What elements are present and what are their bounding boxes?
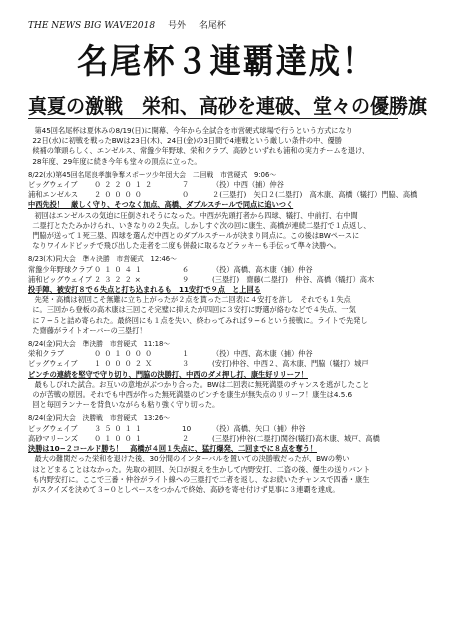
- game-text-line: 門脇が送って１死三塁、四球を選んだ中西とのダブルスチールが決まり同点に。この後はBWペースに: [32, 231, 360, 241]
- team-name: ビッグウェイブ: [28, 359, 78, 369]
- game-meta: 8/22(水)第45回名尾良孝旗争奪スポーツ少年団大会 二回戦 市営硬式 9:06〜: [28, 170, 277, 179]
- game-text-line: に７−５と詰め寄られた。最終回にも１点を失い、終わってみれば９−６という接戦に。ライトで先発し: [32, 315, 368, 325]
- game-caption: ピンチの連続を堅守で守り切り、門脇の決勝打、中西のダメ押し打、康生好リリーフ！: [28, 369, 308, 379]
- inning-scores: ２００００: [94, 190, 145, 200]
- game-text-line: 二塁打とたたみかけられ、いきなりの２失点。しかしすぐ次の回に康生、高橋が連続二塁打で１点返し、: [32, 220, 371, 230]
- score-row: [28, 359, 424, 369]
- game-meta: 8/24(金)同大会 決勝戦 市営硬式 13:26〜: [28, 414, 171, 423]
- game-text-line: も内野安打に。ここで三番・仲谷がライト線への三塁打で二者を返し、なお続いたチャンスで四番・康生: [32, 474, 370, 484]
- inning-scores: ００１０００: [94, 349, 156, 359]
- intro-line: 22日(水)に初戦を戦ったBWは23日(木)、24日(金)の3日間で4連戦という厳しい条件の中、優勝: [32, 136, 342, 146]
- score-row: [28, 265, 424, 275]
- battery-info: （投）中西、高木康（捕）仲谷: [212, 349, 313, 359]
- team-name: 高砂マリーンズ: [28, 433, 78, 443]
- inning-scores: ０２２０１２: [94, 180, 156, 190]
- game-text-line: に。三回から登板の高木康は三回こそ完璧に抑えたが四回に３安打に野選が絡むなどで４失点、一気: [32, 305, 356, 315]
- total-score: 10: [182, 423, 192, 433]
- total-score: ０: [182, 190, 190, 200]
- score-row: [28, 424, 424, 434]
- subheadline: 真夏の激戦 栄和、高砂を連破、堂々の優勝旗: [28, 94, 427, 118]
- hits-info: (三塁打) 齋藤(二塁打) 仲谷、高橋（犠打）高木: [212, 274, 375, 284]
- game-section: [28, 339, 424, 410]
- hits-info: ２(三塁打) 矢口２(二塁打) 高木康、高橋（犠打）門脇、高橋: [212, 190, 418, 200]
- battery-info: （投）高橋、矢口（捕）仲谷: [212, 423, 306, 433]
- game-meta: 8/24(金)同大会 準決勝 市営硬式 11:18〜: [28, 340, 171, 349]
- game-text-line: はとどまることはなかった。先取の初回、矢口が捉えを生かして内野安打、二盗の後、優生の送りバント: [32, 464, 371, 474]
- game-text-line: 先発・高橋は初回こそ無難に立ち上がったが２点を貰った二回表に４安打を許し それでも１失点: [34, 295, 351, 305]
- game-section: [28, 254, 424, 336]
- inning-scores: ３５０１１: [94, 423, 145, 433]
- total-score: ６: [182, 264, 190, 274]
- game-text-line: た齋藤がライトオーバーの三塁打！: [32, 325, 147, 335]
- inning-scores: ０１００１: [94, 433, 145, 443]
- score-row: [28, 190, 424, 200]
- game-text-line: 回と毎回ランナーを背負いながらも粘り強く守り切った。: [32, 400, 220, 410]
- team-name: 常盤少年野球クラブ: [28, 264, 93, 274]
- score-row: [28, 180, 424, 190]
- team-name: 浦和ビッグウェイブ: [28, 274, 92, 284]
- game-text-line: 最もしびれた試合。お互いの意地がぶつかり合った。BWは二回表に無死満塁のチャンスを逃がしたこと: [34, 379, 370, 389]
- issue-label: 号外: [167, 21, 186, 31]
- score-row: [28, 275, 424, 285]
- intro-line: 候補の筆頭らしく、エンゼルス、常盤少年野球、栄和クラブ、高砂といずれも浦和の実力チームを退け、: [32, 146, 370, 156]
- inning-scores: １０００２Ｘ: [94, 359, 156, 369]
- game-text-line: のが苦戦の原因。それでも中西が作った無死満塁のピンチを康生が無失点のリリーフ！康生は4.5.6: [32, 390, 353, 400]
- newsletter-header: [28, 18, 236, 31]
- hits-info: (三塁打)仲谷(二塁打)関谷(犠打)高木康、城戸、高橋: [212, 433, 380, 443]
- publication-name: THE NEWS BIG WAVE2018: [28, 21, 156, 31]
- game-section: [28, 413, 424, 495]
- team-name: 浦和エンゼルス: [28, 190, 79, 200]
- total-score: ３: [182, 359, 190, 369]
- team-name: ビッグウェイブ: [28, 423, 78, 433]
- hits-info: (安打)仲谷、中西２、高木康、門脇（犠打）城戸: [212, 359, 369, 369]
- headline: 名尾杯３連覇達成！: [76, 42, 376, 82]
- subheadline-rule: [28, 118, 398, 119]
- inning-scores: ０１０４１: [94, 264, 145, 274]
- game-text-line: がスクイズを決めて３−０としペースをつかんで終始、高砂を寄せ付けず見事に３連覇を達成。: [32, 484, 340, 494]
- game-text-line: なりワイルドピッチで飛び出した走者を二度も併殺に取るなどラッキーも手伝って準々決勝へ。: [32, 241, 341, 251]
- game-section: [28, 170, 424, 252]
- game-text-line: 最大の難関だった栄和を退けた後、30分間のインターバルを置いての決勝戦だったが、BWの勢い: [34, 454, 350, 464]
- total-score: ７: [182, 180, 190, 190]
- intro-line: 28年度、29年度に続き今年も堂々の頂点に立った。: [32, 156, 202, 166]
- battery-info: （投）中西（捕）仲谷: [212, 180, 284, 190]
- event-label: 名尾杯: [198, 21, 226, 31]
- score-row: [28, 434, 424, 444]
- game-meta: 8/23(木)同大会 準々決勝 市営硬式 12:46〜: [28, 255, 177, 264]
- team-name: ビッグウェイブ: [28, 180, 78, 190]
- total-score: ２: [182, 433, 190, 443]
- game-caption: 決勝は10−２コールド勝ち！ 高橋が４回１失点に、猛打爆発、二回までに８点を奪う！: [28, 444, 318, 454]
- inning-scores: ２３２２×: [94, 274, 144, 284]
- game-caption: 中西先投！ 厳しく守り、そつなく加点、高橋、ダブルスチールで同点に追いつく: [28, 200, 294, 210]
- score-row: [28, 349, 424, 359]
- total-score: １: [182, 349, 190, 359]
- game-caption: 投手陣、被安打８で６失点と打ち込まれるも 11安打で９点 と上回る: [28, 285, 261, 295]
- team-name: 栄和クラブ: [28, 349, 64, 359]
- article-body: [28, 126, 424, 495]
- battery-info: （投）高橋、高木康（捕）仲谷: [212, 264, 313, 274]
- intro-line: 第45回名尾杯は夏休みの8/19(日)に開幕、今年から全試合を市営硬式球場で行うという方式になり: [34, 126, 353, 135]
- total-score: ９: [182, 274, 190, 284]
- game-text-line: 初回はエンゼルスの気迫に圧倒されそうになった。中西が先頭打者から四球、犠打、中前打、右中間: [34, 210, 358, 220]
